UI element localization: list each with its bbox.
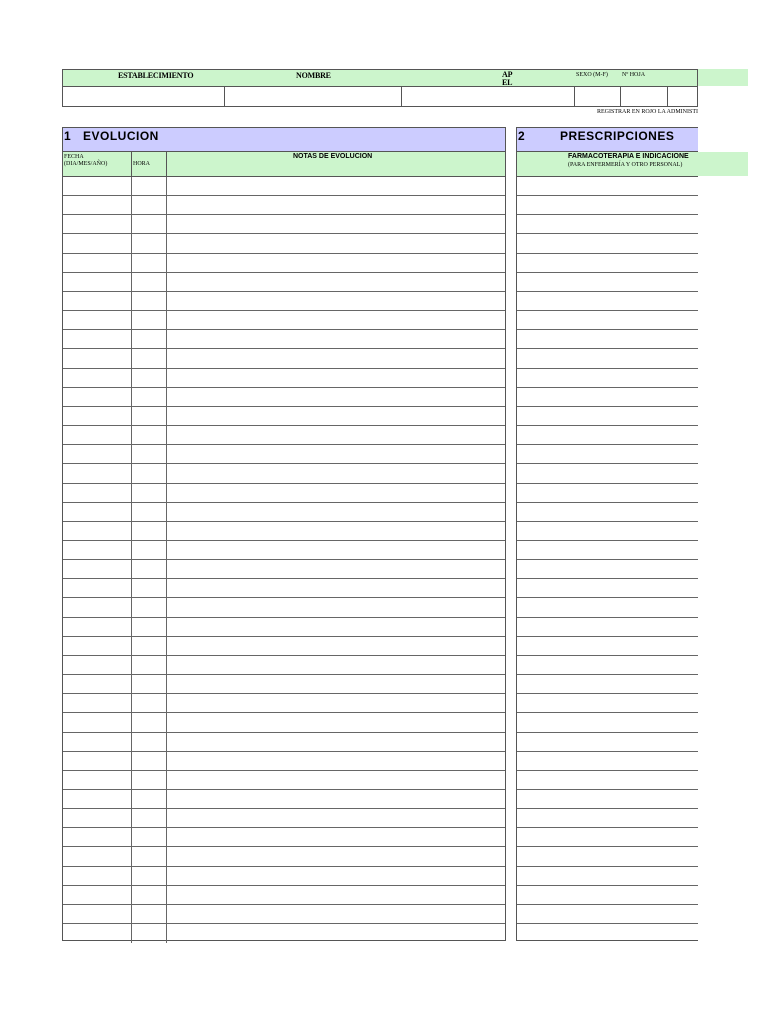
table-cell[interactable] [63, 273, 132, 291]
table-row [63, 426, 505, 445]
table-row [517, 311, 698, 330]
col-fecha-line1: FECHA [64, 154, 84, 160]
table-cell[interactable] [132, 503, 167, 521]
table-cell[interactable] [63, 733, 132, 751]
table-cell[interactable] [132, 867, 167, 885]
table-cell[interactable] [132, 598, 167, 616]
evolucion-title-bar [62, 127, 506, 152]
table-row [517, 694, 698, 713]
table-cell[interactable] [132, 292, 167, 310]
table-row [63, 445, 505, 464]
field-divider [667, 86, 668, 106]
label-apellido-2: EL [502, 78, 513, 87]
table-row [63, 598, 505, 617]
table-row [63, 809, 505, 828]
table-cell[interactable] [63, 713, 132, 731]
label-apellido-1: AP [502, 70, 513, 79]
table-cell[interactable] [132, 541, 167, 559]
table-cell[interactable] [132, 234, 167, 252]
label-establecimiento: ESTABLECIMIENTO [118, 71, 194, 80]
table-cell[interactable] [63, 847, 132, 865]
table-cell[interactable] [132, 330, 167, 348]
table-row [63, 541, 505, 560]
evolucion-grid [62, 177, 506, 941]
table-cell[interactable] [63, 637, 132, 655]
table-row [63, 867, 505, 886]
table-row [517, 273, 698, 292]
table-row [63, 771, 505, 790]
table-row [63, 579, 505, 598]
table-row [517, 924, 698, 943]
table-row [517, 369, 698, 388]
col-notas: NOTAS DE EVOLUCION [293, 153, 373, 160]
table-cell[interactable] [132, 273, 167, 291]
table-row [63, 656, 505, 675]
table-cell[interactable] [132, 675, 167, 693]
table-row [517, 656, 698, 675]
prescripciones-column-header [516, 152, 698, 177]
table-row [517, 330, 698, 349]
table-cell[interactable] [63, 196, 132, 214]
table-cell[interactable] [132, 771, 167, 789]
table-row [63, 234, 505, 253]
table-row [63, 828, 505, 847]
table-row [517, 484, 698, 503]
table-cell[interactable] [63, 886, 132, 904]
evolucion-number: 1 [64, 129, 72, 143]
table-row [63, 733, 505, 752]
table-cell[interactable] [132, 484, 167, 502]
table-cell[interactable] [63, 522, 132, 540]
prescripciones-grid [516, 177, 698, 941]
table-row [517, 522, 698, 541]
table-cell[interactable] [132, 311, 167, 329]
col-divider [131, 152, 132, 176]
table-cell[interactable] [63, 349, 132, 367]
registrar-note: REGISTRAR EN ROJO LA ADMINISTI [596, 109, 698, 115]
table-row [63, 464, 505, 483]
field-divider [224, 86, 225, 106]
table-cell[interactable] [132, 522, 167, 540]
table-cell[interactable] [63, 675, 132, 693]
table-cell[interactable] [132, 637, 167, 655]
table-cell[interactable] [132, 177, 167, 195]
table-row [63, 560, 505, 579]
table-row [517, 349, 698, 368]
table-row [63, 694, 505, 713]
table-row [517, 828, 698, 847]
table-row [517, 254, 698, 273]
table-row [517, 771, 698, 790]
table-row [517, 598, 698, 617]
table-row [517, 618, 698, 637]
table-row [517, 215, 698, 234]
table-cell[interactable] [63, 407, 132, 425]
col-divider [166, 152, 167, 176]
table-cell[interactable] [63, 771, 132, 789]
table-cell[interactable] [63, 598, 132, 616]
table-cell[interactable] [63, 292, 132, 310]
table-cell[interactable] [63, 445, 132, 463]
table-cell[interactable] [63, 560, 132, 578]
table-cell[interactable] [63, 579, 132, 597]
table-cell[interactable] [132, 924, 167, 943]
table-row [517, 426, 698, 445]
table-row [517, 637, 698, 656]
table-cell[interactable] [132, 196, 167, 214]
evolucion-column-header [62, 152, 506, 177]
table-cell[interactable] [63, 503, 132, 521]
table-cell[interactable] [132, 560, 167, 578]
table-cell[interactable] [63, 484, 132, 502]
label-sexo: SEXO (M-F) [576, 72, 608, 78]
table-row [63, 177, 505, 196]
table-cell[interactable] [63, 254, 132, 272]
table-row [63, 847, 505, 866]
table-row [517, 292, 698, 311]
table-row [63, 522, 505, 541]
table-row [63, 503, 505, 522]
table-row [63, 311, 505, 330]
patient-header-fields [62, 86, 698, 107]
table-cell[interactable] [132, 694, 167, 712]
field-divider [620, 86, 621, 106]
table-row [63, 713, 505, 732]
table-row [63, 369, 505, 388]
table-cell[interactable] [63, 464, 132, 482]
table-cell[interactable] [132, 713, 167, 731]
table-row [517, 541, 698, 560]
table-row [517, 713, 698, 732]
table-row [517, 503, 698, 522]
prescripciones-number: 2 [518, 129, 526, 143]
table-cell[interactable] [132, 215, 167, 233]
table-row [517, 177, 698, 196]
table-row [63, 407, 505, 426]
table-cell[interactable] [132, 426, 167, 444]
col-farmacoterapia: FARMACOTERAPIA E INDICACIONE [568, 153, 689, 160]
table-row [517, 234, 698, 253]
table-row [517, 733, 698, 752]
field-divider [574, 86, 575, 106]
table-row [63, 349, 505, 368]
table-row [517, 560, 698, 579]
table-row [63, 790, 505, 809]
label-hoja: Nº HOJA [622, 72, 646, 78]
table-cell[interactable] [63, 177, 132, 195]
table-row [517, 445, 698, 464]
table-row [63, 388, 505, 407]
table-cell[interactable] [132, 388, 167, 406]
table-cell[interactable] [63, 330, 132, 348]
table-cell[interactable] [132, 847, 167, 865]
table-cell[interactable] [63, 905, 132, 923]
table-cell[interactable] [63, 790, 132, 808]
table-cell[interactable] [63, 924, 132, 943]
table-row [517, 752, 698, 771]
table-cell[interactable] [132, 733, 167, 751]
table-row [517, 809, 698, 828]
patient-header-labels [62, 69, 698, 87]
prescripciones-title: PRESCRIPCIONES [560, 129, 675, 143]
table-row [63, 196, 505, 215]
table-row [63, 752, 505, 771]
table-cell[interactable] [132, 445, 167, 463]
table-cell[interactable] [63, 369, 132, 387]
table-row [63, 292, 505, 311]
table-row [63, 484, 505, 503]
table-row [517, 196, 698, 215]
table-cell[interactable] [132, 618, 167, 636]
table-cell[interactable] [132, 656, 167, 674]
table-row [63, 330, 505, 349]
table-cell[interactable] [63, 541, 132, 559]
table-cell[interactable] [63, 828, 132, 846]
table-row [63, 618, 505, 637]
col-hora: HORA [133, 161, 151, 167]
table-cell[interactable] [132, 905, 167, 923]
table-cell[interactable] [132, 349, 167, 367]
table-row [63, 924, 505, 943]
table-row [63, 254, 505, 273]
table-row [63, 905, 505, 924]
table-row [517, 905, 698, 924]
table-row [63, 273, 505, 292]
field-divider [401, 86, 402, 106]
table-cell[interactable] [132, 886, 167, 904]
table-cell[interactable] [132, 254, 167, 272]
table-row [517, 886, 698, 905]
table-cell[interactable] [132, 579, 167, 597]
prescripciones-header-extension [698, 152, 748, 176]
table-cell[interactable] [63, 809, 132, 827]
table-cell[interactable] [132, 464, 167, 482]
table-row [63, 675, 505, 694]
table-row [63, 215, 505, 234]
table-row [517, 867, 698, 886]
col-farmacoterapia-sub: (PARA ENFERMERÍA Y OTRO PERSONAL) [568, 162, 683, 168]
table-cell[interactable] [63, 752, 132, 770]
table-row [63, 637, 505, 656]
table-row [517, 847, 698, 866]
table-cell[interactable] [63, 388, 132, 406]
table-row [517, 388, 698, 407]
table-cell[interactable] [132, 752, 167, 770]
table-cell[interactable] [63, 426, 132, 444]
patient-header-extension [698, 69, 748, 86]
table-row [63, 886, 505, 905]
table-cell[interactable] [132, 407, 167, 425]
table-cell[interactable] [63, 215, 132, 233]
table-row [517, 407, 698, 426]
table-cell[interactable] [63, 656, 132, 674]
table-row [517, 675, 698, 694]
table-cell[interactable] [63, 867, 132, 885]
table-cell[interactable] [132, 828, 167, 846]
prescripciones-title-bar [516, 127, 698, 152]
label-nombre: NOMBRE [296, 71, 331, 80]
table-cell[interactable] [63, 234, 132, 252]
table-row [517, 464, 698, 483]
col-fecha-line2: (DIA/MES/AÑO) [64, 161, 108, 167]
table-cell[interactable] [132, 809, 167, 827]
evolucion-title: EVOLUCION [83, 129, 159, 143]
table-cell[interactable] [63, 618, 132, 636]
table-row [517, 790, 698, 809]
table-cell[interactable] [63, 694, 132, 712]
table-cell[interactable] [132, 369, 167, 387]
table-cell[interactable] [63, 311, 132, 329]
table-cell[interactable] [132, 790, 167, 808]
table-row [517, 579, 698, 598]
